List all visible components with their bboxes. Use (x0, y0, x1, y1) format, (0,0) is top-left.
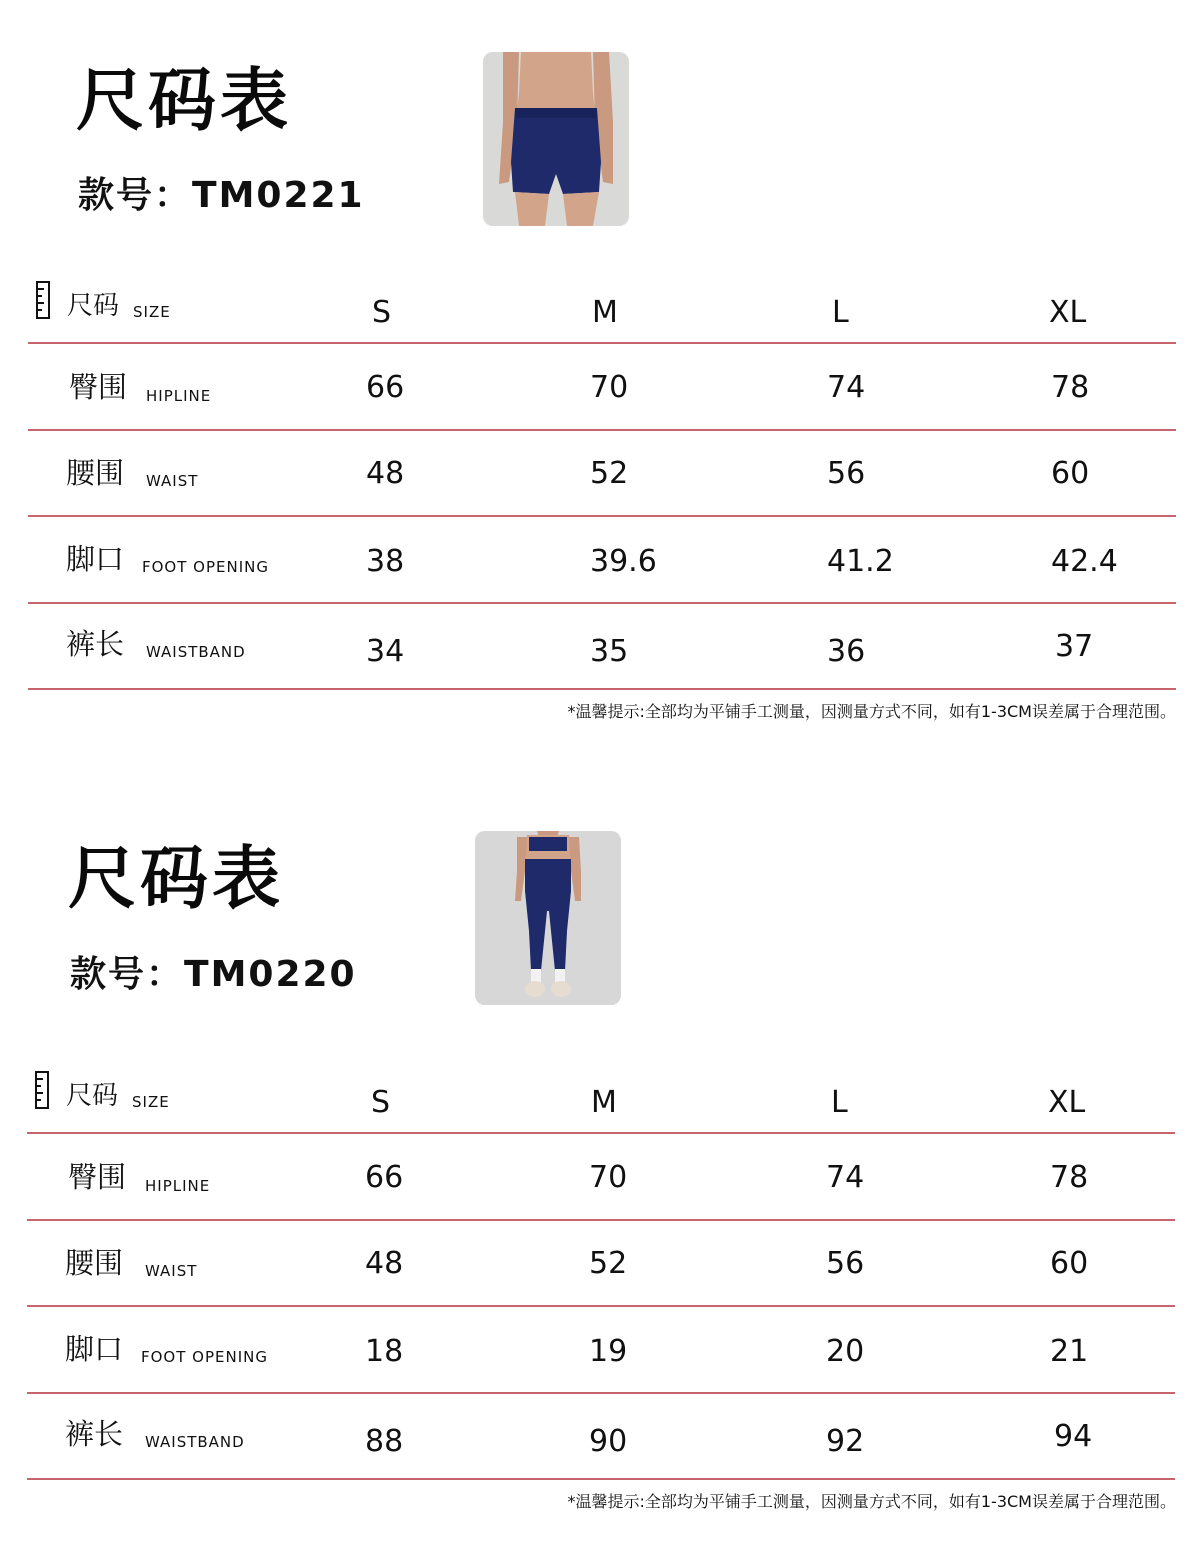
row-label-zh: 腰围 (66, 456, 125, 490)
table-cell: 38 (366, 544, 405, 579)
divider (27, 1305, 1175, 1307)
row-label-en: HIPLINE (146, 387, 212, 405)
table-cell: 19 (589, 1334, 628, 1369)
divider (27, 1392, 1175, 1394)
table-cell: 60 (1050, 1246, 1089, 1281)
row-label-zh: 脚口 (66, 542, 125, 576)
divider (28, 602, 1176, 604)
row-label-en: FOOT OPENING (141, 1348, 268, 1366)
divider (27, 1132, 1175, 1134)
ruler-icon (36, 281, 50, 319)
row-label-zh: 腰围 (65, 1246, 124, 1280)
table-cell: 78 (1051, 370, 1090, 405)
size-header-xl: XL (1048, 1085, 1086, 1120)
style-number (78, 175, 365, 216)
row-label-zh: 臀围 (69, 370, 128, 404)
table-cell: 92 (826, 1424, 865, 1459)
table-cell: 78 (1050, 1160, 1089, 1195)
table-cell: 66 (366, 370, 405, 405)
size-header-xl: XL (1049, 295, 1087, 330)
style-number-label: 款号： (78, 175, 193, 216)
table-cell: 56 (827, 456, 866, 491)
header-label-zh: 尺码 (67, 291, 120, 321)
table-cell: 74 (827, 370, 866, 405)
measurement-note: *温馨提示:全部均为平铺手工测量，因测量方式不同，如有1-3CM误差属于合理范围。 (567, 1492, 1176, 1511)
style-number-code: TM0221 (192, 175, 365, 216)
size-header-m: M (592, 295, 618, 330)
header-label-zh: 尺码 (66, 1081, 119, 1111)
size-chart-title: 尺码表 (76, 62, 293, 141)
table-cell: 34 (366, 634, 405, 669)
table-cell: 56 (826, 1246, 865, 1281)
row-label-en: WAISTBAND (146, 643, 246, 661)
row-label-en: WAIST (146, 472, 199, 490)
divider (28, 515, 1176, 517)
divider (27, 1478, 1175, 1480)
table-cell: 42.4 (1051, 544, 1118, 579)
row-label-en: WAIST (145, 1262, 198, 1280)
row-label-zh: 裤长 (66, 627, 125, 661)
table-cell: 70 (589, 1160, 628, 1195)
table-cell: 48 (365, 1246, 404, 1281)
divider (28, 342, 1176, 344)
table-cell: 90 (589, 1424, 628, 1459)
row-label-zh: 脚口 (65, 1332, 124, 1366)
table-cell: 60 (1051, 456, 1090, 491)
style-number-label: 款号： (70, 954, 185, 995)
table-cell: 94 (1054, 1419, 1093, 1454)
table-cell: 52 (590, 456, 629, 491)
size-chart-section-1 (0, 0, 1200, 760)
size-header-l: L (831, 1085, 848, 1120)
row-label-en: FOOT OPENING (142, 558, 269, 576)
size-chart-title: 尺码表 (68, 840, 285, 919)
table-cell: 18 (365, 1334, 404, 1369)
table-cell: 88 (365, 1424, 404, 1459)
measurement-note: *温馨提示:全部均为平铺手工测量，因测量方式不同，如有1-3CM误差属于合理范围。 (567, 702, 1176, 721)
style-number-code: TM0220 (184, 954, 357, 995)
table-cell: 41.2 (827, 544, 894, 579)
size-header-s: S (371, 1085, 391, 1120)
size-header-m: M (591, 1085, 617, 1120)
table-cell: 21 (1050, 1334, 1089, 1369)
size-chart-section-2 (0, 790, 1200, 1547)
size-header-l: L (832, 295, 849, 330)
table-cell: 48 (366, 456, 405, 491)
header-label-en: SIZE (133, 303, 171, 321)
row-label-zh: 臀围 (68, 1160, 127, 1194)
ruler-icon (35, 1071, 49, 1109)
row-label-en: WAISTBAND (145, 1433, 245, 1451)
product-photo-leggings (475, 831, 621, 1005)
product-photo-shorts (483, 52, 629, 226)
table-cell: 20 (826, 1334, 865, 1369)
table-cell: 66 (365, 1160, 404, 1195)
style-number (70, 954, 357, 995)
size-header-s: S (372, 295, 392, 330)
row-label-en: HIPLINE (145, 1177, 211, 1195)
divider (27, 1219, 1175, 1221)
table-cell: 52 (589, 1246, 628, 1281)
header-label-en: SIZE (132, 1093, 170, 1111)
table-cell: 35 (590, 634, 629, 669)
divider (28, 688, 1176, 690)
table-cell: 36 (827, 634, 866, 669)
row-label-zh: 裤长 (65, 1417, 124, 1451)
table-cell: 37 (1055, 629, 1094, 664)
divider (28, 429, 1176, 431)
table-cell: 74 (826, 1160, 865, 1195)
table-cell: 70 (590, 370, 629, 405)
table-cell: 39.6 (590, 544, 657, 579)
